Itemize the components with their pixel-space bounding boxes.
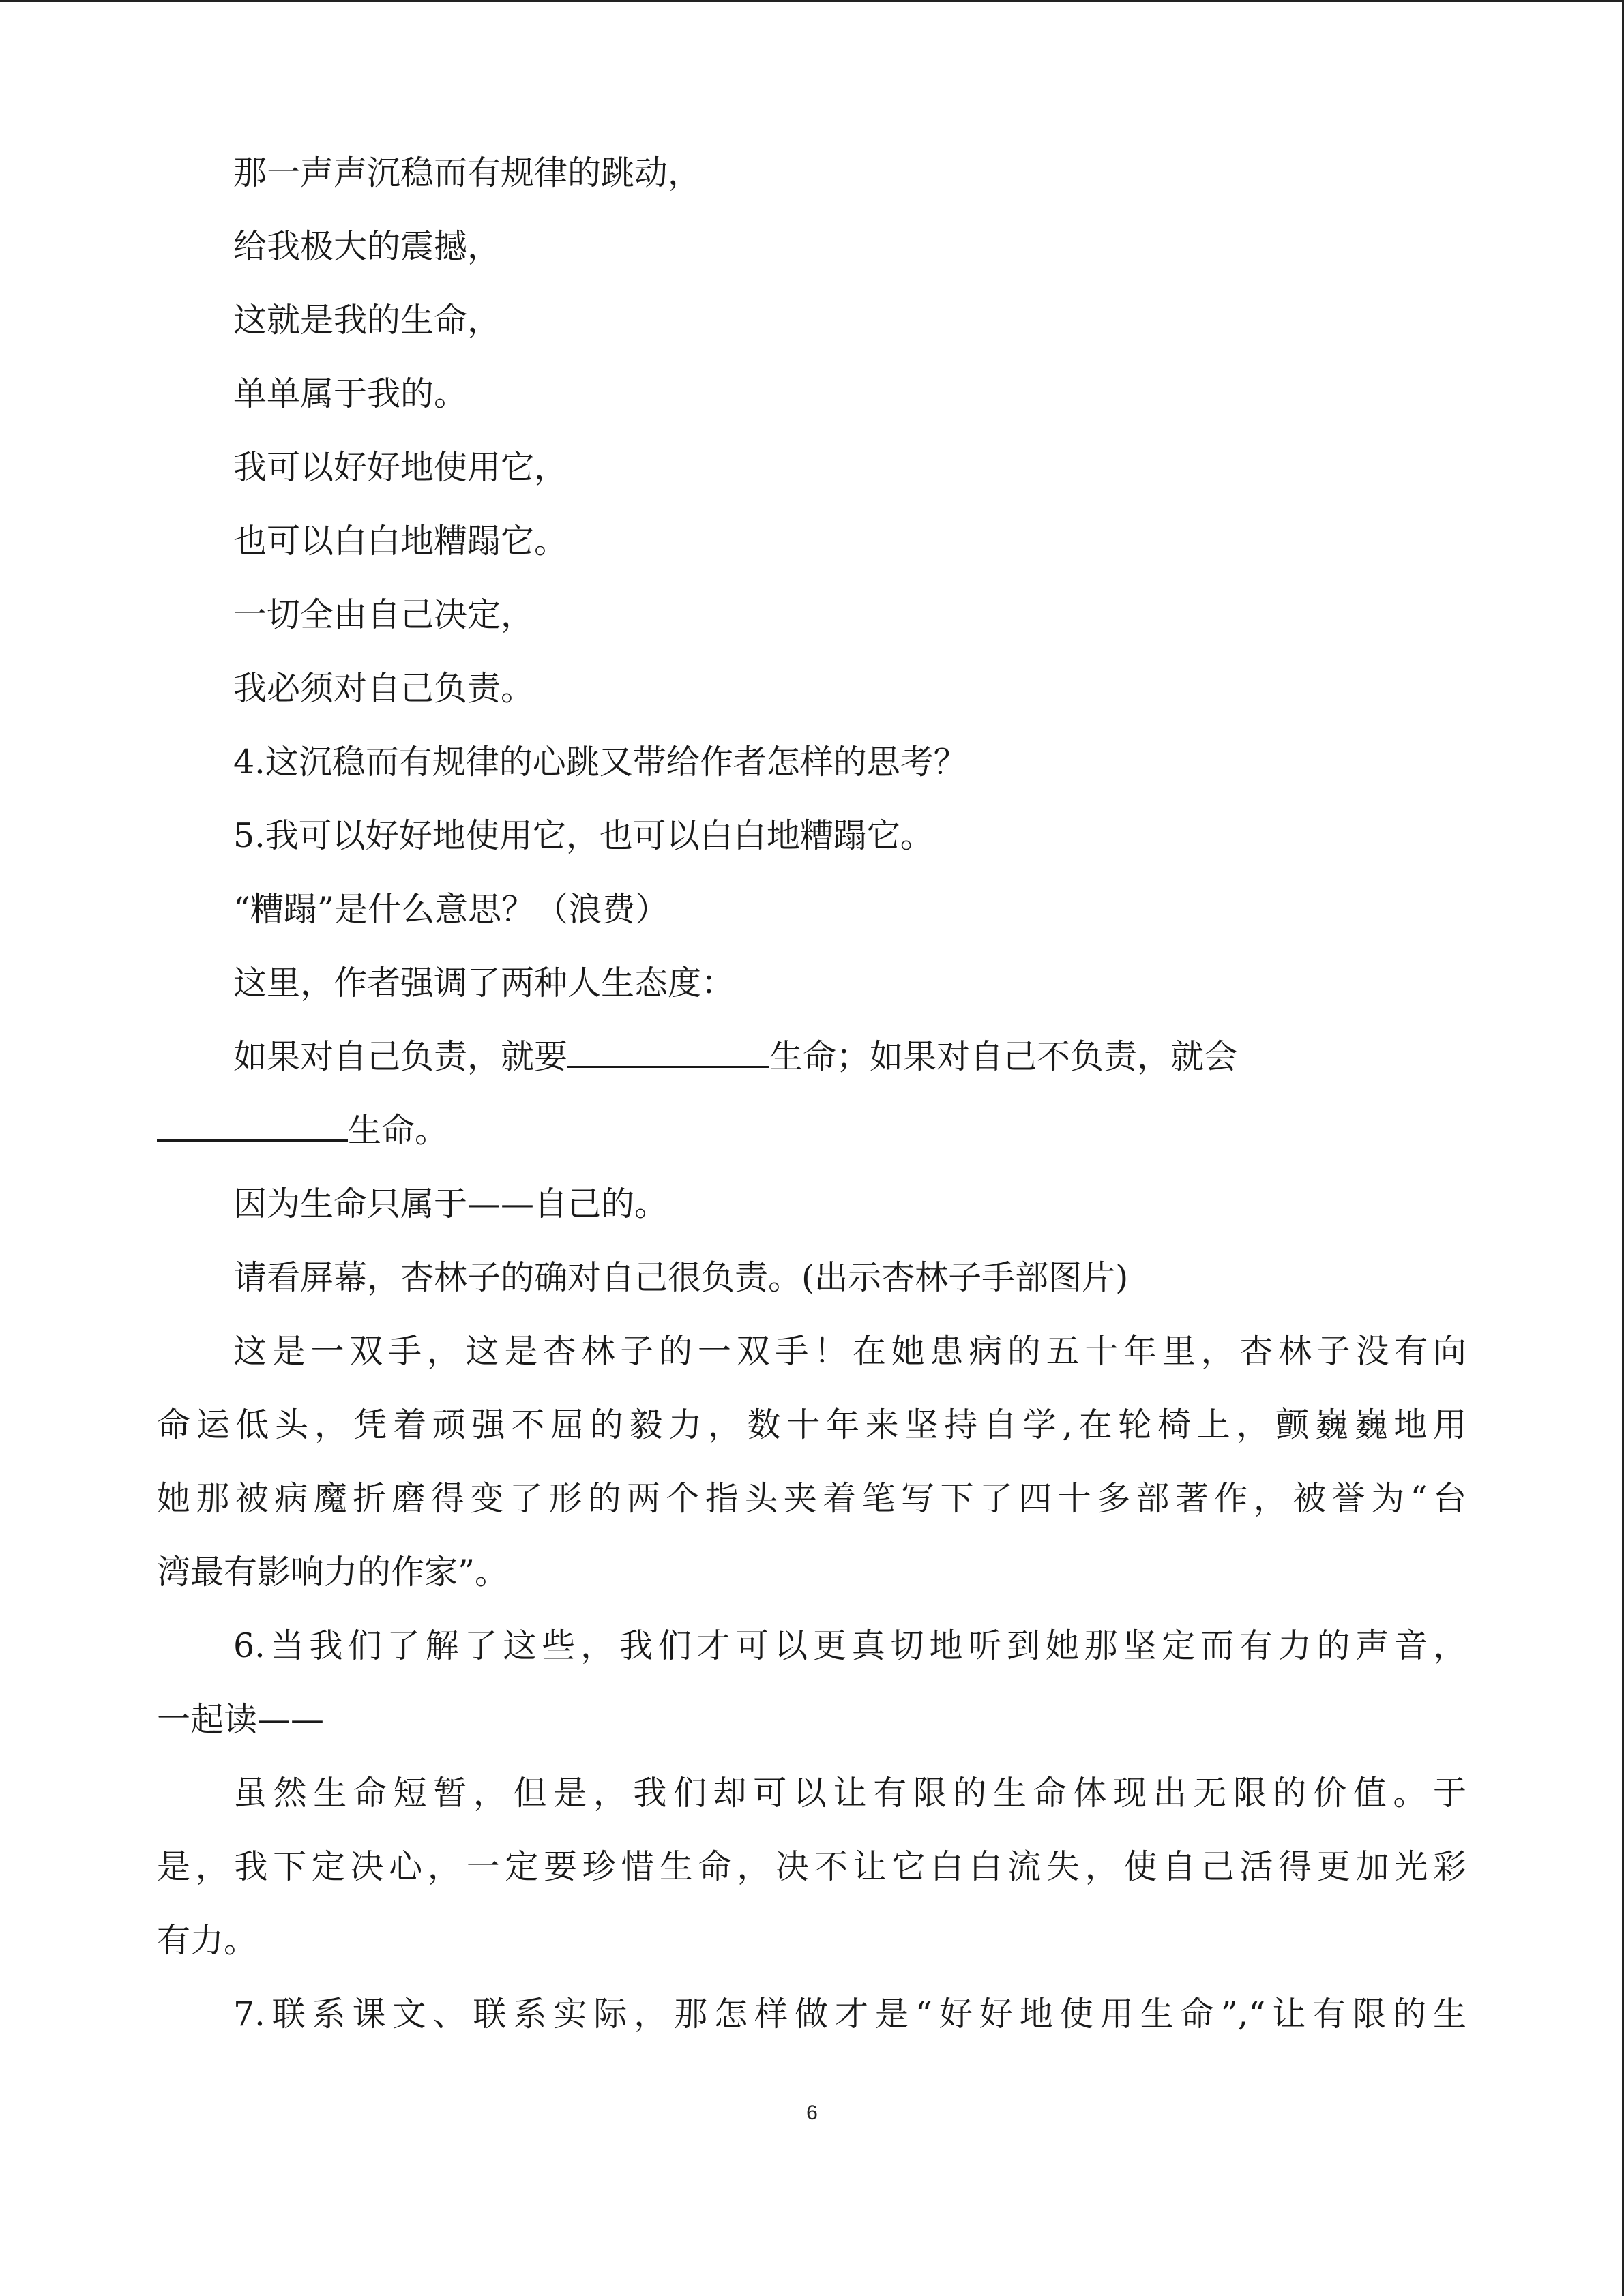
text-line: 给我极大的震撼， [233, 227, 501, 266]
text-line: 那一声声沉稳而有规律的跳动， [233, 153, 702, 192]
fill-blank-line-continued [157, 1094, 1466, 1167]
paragraph-line: 是，我下定决心，一定要珍惜生命，决不让它白白流失，使自己活得更加光彩 [157, 1847, 1466, 1886]
paragraph-line: 一起读—— [157, 1700, 325, 1739]
paragraph-line: 命运低头，凭着顽强不屈的毅力，数十年来坚持自学,在轮椅上，颤巍巍地用 [157, 1405, 1466, 1444]
answer-blank-1[interactable] [567, 1036, 769, 1068]
fill-blank-text-2: 生命；如果对自己不负责，就会 [769, 1037, 1238, 1076]
text-line: 这里，作者强调了两种人生态度： [233, 964, 735, 1002]
fill-blank-line [157, 1020, 1466, 1094]
question-6: 6.当我们了解了这些，我们才可以更真切地听到她那坚定而有力的声音， [233, 1626, 1466, 1665]
paragraph-line: 她那被病魔折磨得变了形的两个指头夹着笔写下了四十多部著作，被誉为“台 [157, 1479, 1466, 1518]
text-line: 单单属于我的。 [233, 374, 468, 413]
document-body [157, 136, 1466, 2051]
question-5: 5.我可以好好地使用它，也可以白白地糟蹋它。 [233, 816, 934, 855]
text-line: 我必须对自己负责。 [233, 669, 535, 708]
answer-blank-2[interactable] [157, 1109, 348, 1142]
text-line: 因为生命只属于——自己的。 [233, 1184, 668, 1223]
text-line: 一切全由自己决定， [233, 595, 535, 634]
text-line: 我可以好好地使用它， [233, 448, 568, 487]
question-4: 4.这沉稳而有规律的心跳又带给作者怎样的思考？ [233, 743, 967, 781]
text-line: 也可以白白地糟蹋它。 [233, 522, 568, 561]
fill-blank-text-3: 生命。 [348, 1111, 449, 1150]
fill-blank-text-1: 如果对自己负责，就要 [233, 1037, 568, 1076]
text-line: 请看屏幕，杏林子的确对自己很负责。(出示杏林子手部图片) [233, 1258, 1129, 1297]
question-7: 7.联系课文、联系实际，那怎样做才是“好好地使用生命”,“让有限的生 [233, 1995, 1466, 2033]
text-line: 这就是我的生命， [233, 301, 501, 340]
text-line: “糟蹋”是什么意思？（浪费） [233, 890, 669, 929]
paragraph-line: 有力。 [157, 1921, 258, 1960]
paragraph-line: 这是一双手，这是杏林子的一双手！在她患病的五十年里，杏林子没有向 [233, 1332, 1466, 1371]
page-top-border [0, 0, 1624, 2]
paragraph-line: 湾最有影响力的作家”。 [157, 1553, 509, 1592]
page-number: 6 [806, 2102, 818, 2124]
paragraph-line: 虽然生命短暂，但是，我们却可以让有限的生命体现出无限的价值。于 [233, 1774, 1466, 1813]
